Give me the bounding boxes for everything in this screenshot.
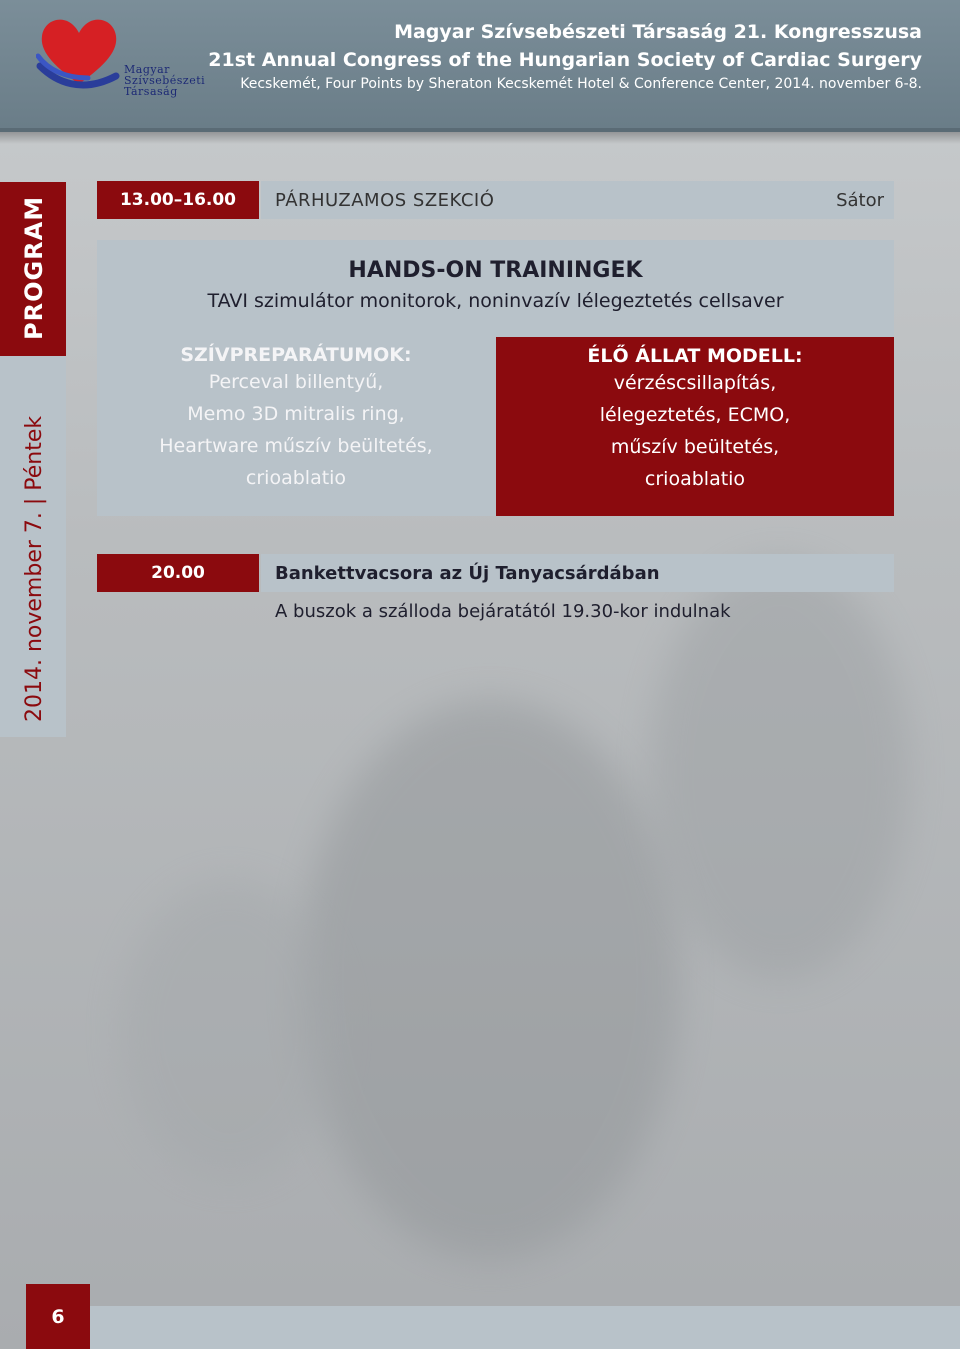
venue-line: Kecskemét, Four Points by Sheraton Kecskemét Hotel & Conference Center, 2014. november 6-8. — [240, 76, 922, 92]
background-decoration — [300, 700, 680, 1260]
hands-on-heading: HANDS-ON TRAININGEK — [348, 258, 643, 283]
session-title: PÁRHUZAMOS SZEKCIÓ — [275, 189, 495, 211]
congress-title — [208, 18, 922, 94]
session-bar — [261, 181, 894, 219]
page-header — [0, 0, 960, 132]
background-decoration — [650, 560, 910, 980]
org-name-line: Szívsebészeti — [124, 74, 206, 87]
org-name-line: Magyar — [124, 63, 170, 76]
background-decoration — [120, 880, 340, 1180]
header-shadow — [0, 132, 960, 144]
page-number: 6 — [26, 1284, 90, 1349]
hands-on-subtitle: TAVI szimulátor monitorok, noninvazív lélegeztetés cellsaver — [207, 290, 784, 312]
dinner-note: A buszok a szálloda bejáratától 19.30-kor indulnak — [275, 601, 731, 622]
list-item: Perceval billentyű, — [208, 371, 384, 393]
sidebar-date-label: 2014. november 7. | Péntek — [22, 415, 47, 722]
dinner-time: 20.00 — [97, 554, 259, 592]
dinner-bar — [261, 554, 894, 592]
list-item: crioablatio — [644, 468, 746, 490]
sidebar — [0, 182, 66, 737]
heart-hands-icon — [36, 12, 122, 92]
session-location: Sátor — [836, 189, 884, 211]
list-item: Memo 3D mitralis ring, — [187, 403, 405, 425]
title-english: 21st Annual Congress of the Hungarian Society of Cardiac Surgery — [208, 49, 922, 71]
society-logo — [18, 8, 218, 118]
heart-preparations-title: SZÍVPREPARÁTUMOK: — [180, 344, 412, 366]
live-animal-column — [496, 345, 894, 495]
title-hungarian: Magyar Szívsebészeti Társaság 21. Kongresszusa — [394, 21, 922, 43]
list-item: vérzéscsillapítás, — [613, 372, 777, 394]
dinner-title: Bankettvacsora az Új Tanyacsárdában — [275, 562, 660, 584]
list-item: műszív beültetés, — [610, 436, 780, 458]
org-name-line: Társaság — [124, 85, 178, 98]
list-item: crioablatio — [245, 467, 347, 489]
list-item: Heartware műszív beültetés, — [159, 435, 433, 457]
live-animal-panel — [496, 337, 894, 516]
sidebar-program-label: PROGRAM — [20, 195, 48, 340]
footer-bar — [90, 1306, 960, 1349]
live-animal-title: ÉLŐ ÁLLAT MODELL: — [587, 345, 803, 367]
heart-preparations-column — [97, 344, 495, 494]
list-item: lélegeztetés, ECMO, — [599, 404, 791, 426]
society-name — [124, 64, 220, 97]
session-time: 13.00–16.00 — [97, 181, 259, 219]
